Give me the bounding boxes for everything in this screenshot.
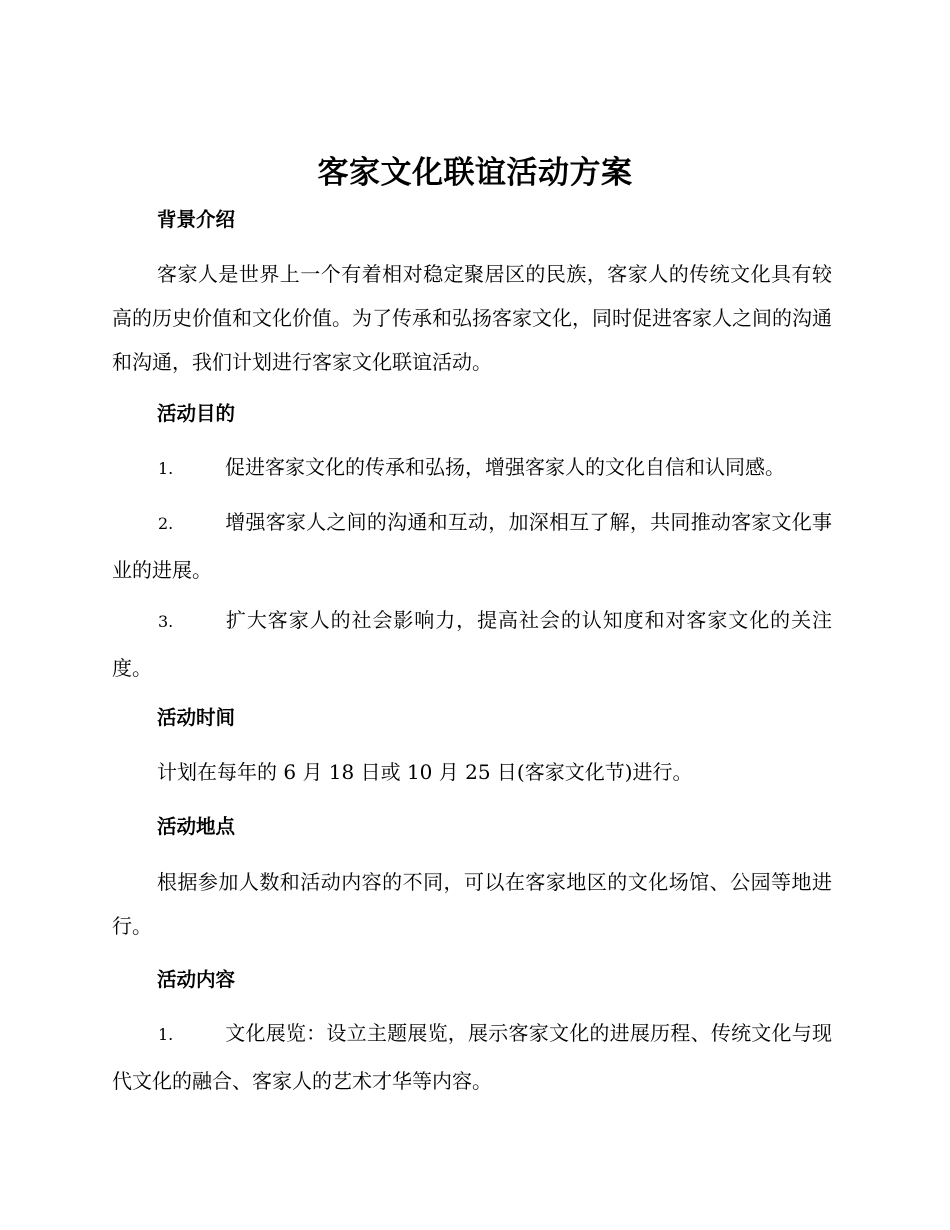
purpose-list-item [112, 444, 832, 492]
list-number: 2. [158, 514, 174, 533]
location-paragraph: 根据参加人数和活动内容的不同，可以在客家地区的文化场馆、公园等地进行。 [112, 870, 832, 938]
list-item-text: 增强客家人之间的沟通和互动，加深相互了解，共同推动客家文化事业的进展。 [112, 510, 832, 582]
background-paragraph: 客家人是世界上一个有着相对稳定聚居区的民族，客家人的传统文化具有较高的历史价值和文化价值。为了传承和弘扬客家文化，同时促进客家人之间的沟通和沟通，我们计划进行客家文化联谊活动。 [112, 262, 832, 374]
list-number: 1. [158, 1025, 174, 1044]
list-item-text: 扩大客家人的社会影响力，提高社会的认知度和对客家文化的关注度。 [112, 608, 832, 680]
section-heading-time: 活动时间 [157, 706, 236, 729]
section-heading-background: 背景介绍 [157, 208, 236, 231]
list-number: 1. [158, 459, 174, 478]
purpose-list-item [112, 499, 832, 594]
section-heading-purpose: 活动目的 [157, 402, 236, 425]
list-item-text: 文化展览：设立主题展览，展示客家文化的进展历程、传统文化与现代文化的融合、客家人的艺术才华等内容。 [112, 1021, 832, 1093]
section-heading-location: 活动地点 [157, 815, 236, 838]
document-title: 客家文化联谊活动方案 [317, 155, 633, 191]
list-item-text: 促进客家文化的传承和弘扬，增强客家人的文化自信和认同感。 [225, 455, 785, 479]
purpose-list-item [112, 597, 832, 692]
section-heading-content: 活动内容 [157, 968, 236, 991]
time-paragraph: 计划在每年的 6 月 18 日或 10 月 25 日(客家文化节)进行。 [157, 760, 693, 784]
content-list-item [112, 1010, 832, 1105]
list-number: 3. [158, 612, 174, 631]
